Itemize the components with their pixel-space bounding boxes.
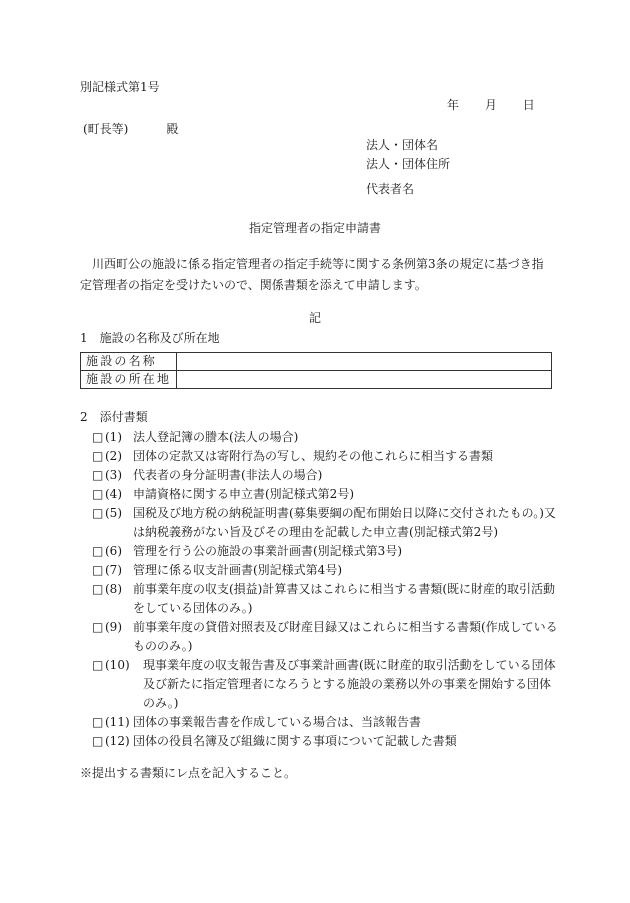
item-text: 申請資格に関する申立書(別記様式第2号): [133, 487, 354, 501]
list-item: [92, 447, 562, 466]
attachment-list: [92, 428, 562, 751]
facility-address-label: 施設の所在地: [81, 371, 177, 389]
list-item: [92, 561, 562, 580]
item-number: (2): [105, 449, 122, 463]
footnote: ※提出する書類にレ点を記入すること。: [80, 766, 297, 780]
item-text: 団体の事業報告書を作成している場合は、当該報告書: [133, 715, 422, 729]
table-row: [81, 371, 552, 389]
item-text: 前事業年度の収支(損益)計算書又はこれらに相当する書類(既に財産的取引活動をしている団体のみ。): [133, 582, 556, 615]
facility-address-field[interactable]: [177, 371, 552, 389]
list-item: [92, 504, 562, 542]
item-number: (11): [105, 715, 130, 729]
list-item: [92, 732, 562, 751]
item-number: (10): [105, 658, 130, 672]
section2-heading: 2 添付書類: [80, 410, 148, 424]
section1-heading: 1 施設の名称及び所在地: [80, 331, 220, 345]
checkbox[interactable]: □: [92, 487, 104, 501]
item-text: 団体の定款又は寄附行為の写し、規約その他これらに相当する書類: [133, 449, 494, 463]
item-number: (7): [105, 563, 122, 577]
addressee: (町長等): [83, 122, 129, 136]
list-item: [92, 485, 562, 504]
corp-address-label: 法人・団体住所: [366, 157, 451, 171]
item-number: (9): [105, 620, 122, 634]
item-text: 管理に係る収支計画書(別記様式第4号): [133, 563, 342, 577]
checkbox[interactable]: □: [92, 449, 104, 463]
date-month-label: 月: [484, 98, 497, 112]
item-text: 代表者の身分証明書(非法人の場合): [133, 468, 323, 482]
item-text: 法人登記簿の謄本(法人の場合): [133, 430, 299, 444]
date-line: [443, 98, 535, 112]
checkbox[interactable]: □: [92, 658, 104, 672]
checkbox[interactable]: □: [92, 715, 104, 729]
date-year-label: 年: [447, 98, 460, 112]
item-number: (5): [105, 506, 122, 520]
item-text: 団体の役員名簿及び組織に関する事項について記載した書類: [133, 734, 457, 748]
intro-paragraph: 川西町公の施設に係る指定管理者の指定手続等に関する条例第3条の規定に基づき指定管理者の指定を受けたいので、関係書類を添えて申請します。: [80, 257, 544, 292]
checkbox[interactable]: □: [92, 582, 104, 596]
table-row: [81, 353, 552, 371]
item-text: 国税及び地方税の納税証明書(募集要綱の配布開始日以降に交付されたもの。)又は納税義務がない旨及びその理由を記載した申立書(別記様式第2号): [133, 506, 556, 539]
date-day-label: 日: [522, 98, 535, 112]
checkbox[interactable]: □: [92, 620, 104, 634]
honorific: 殿: [166, 122, 179, 136]
facility-table: [80, 352, 552, 389]
form-number: 別記様式第1号: [80, 80, 160, 94]
item-number: (12): [105, 734, 130, 748]
facility-name-label: 施設の名称: [81, 353, 177, 371]
list-item: [92, 580, 562, 618]
checkbox[interactable]: □: [92, 563, 104, 577]
list-item: [92, 542, 562, 561]
checkbox[interactable]: □: [92, 468, 104, 482]
item-text: 管理を行う公の施設の事業計画書(別記様式第3号): [133, 544, 402, 558]
ki-heading: 記: [308, 311, 321, 325]
item-text: 現事業年度の収支報告書及び事業計画書(既に財産的取引活動をしている団体及び新たに指定管理者になろうとする施設の業務以外の事業を開始する団体のみ。): [143, 658, 556, 710]
corp-name-label: 法人・団体名: [366, 138, 439, 152]
item-number: (1): [105, 430, 122, 444]
list-item: [92, 618, 562, 656]
list-item: [92, 428, 562, 447]
addressee-line: [83, 122, 178, 136]
list-item: [92, 466, 562, 485]
item-number: (8): [105, 582, 122, 596]
list-item: [92, 656, 562, 713]
representative-label: 代表者名: [366, 182, 415, 196]
facility-name-field[interactable]: [177, 353, 552, 371]
checkbox[interactable]: □: [92, 506, 104, 520]
item-number: (6): [105, 544, 122, 558]
item-number: (4): [105, 487, 122, 501]
list-item: [92, 713, 562, 732]
checkbox[interactable]: □: [92, 544, 104, 558]
item-text: 前事業年度の貸借対照表及び財産目録又はこれらに相当する書類(作成しているもののみ。): [133, 620, 558, 653]
document-title: 指定管理者の指定申請書: [248, 221, 381, 235]
item-number: (3): [105, 468, 122, 482]
checkbox[interactable]: □: [92, 734, 104, 748]
checkbox[interactable]: □: [92, 430, 104, 444]
